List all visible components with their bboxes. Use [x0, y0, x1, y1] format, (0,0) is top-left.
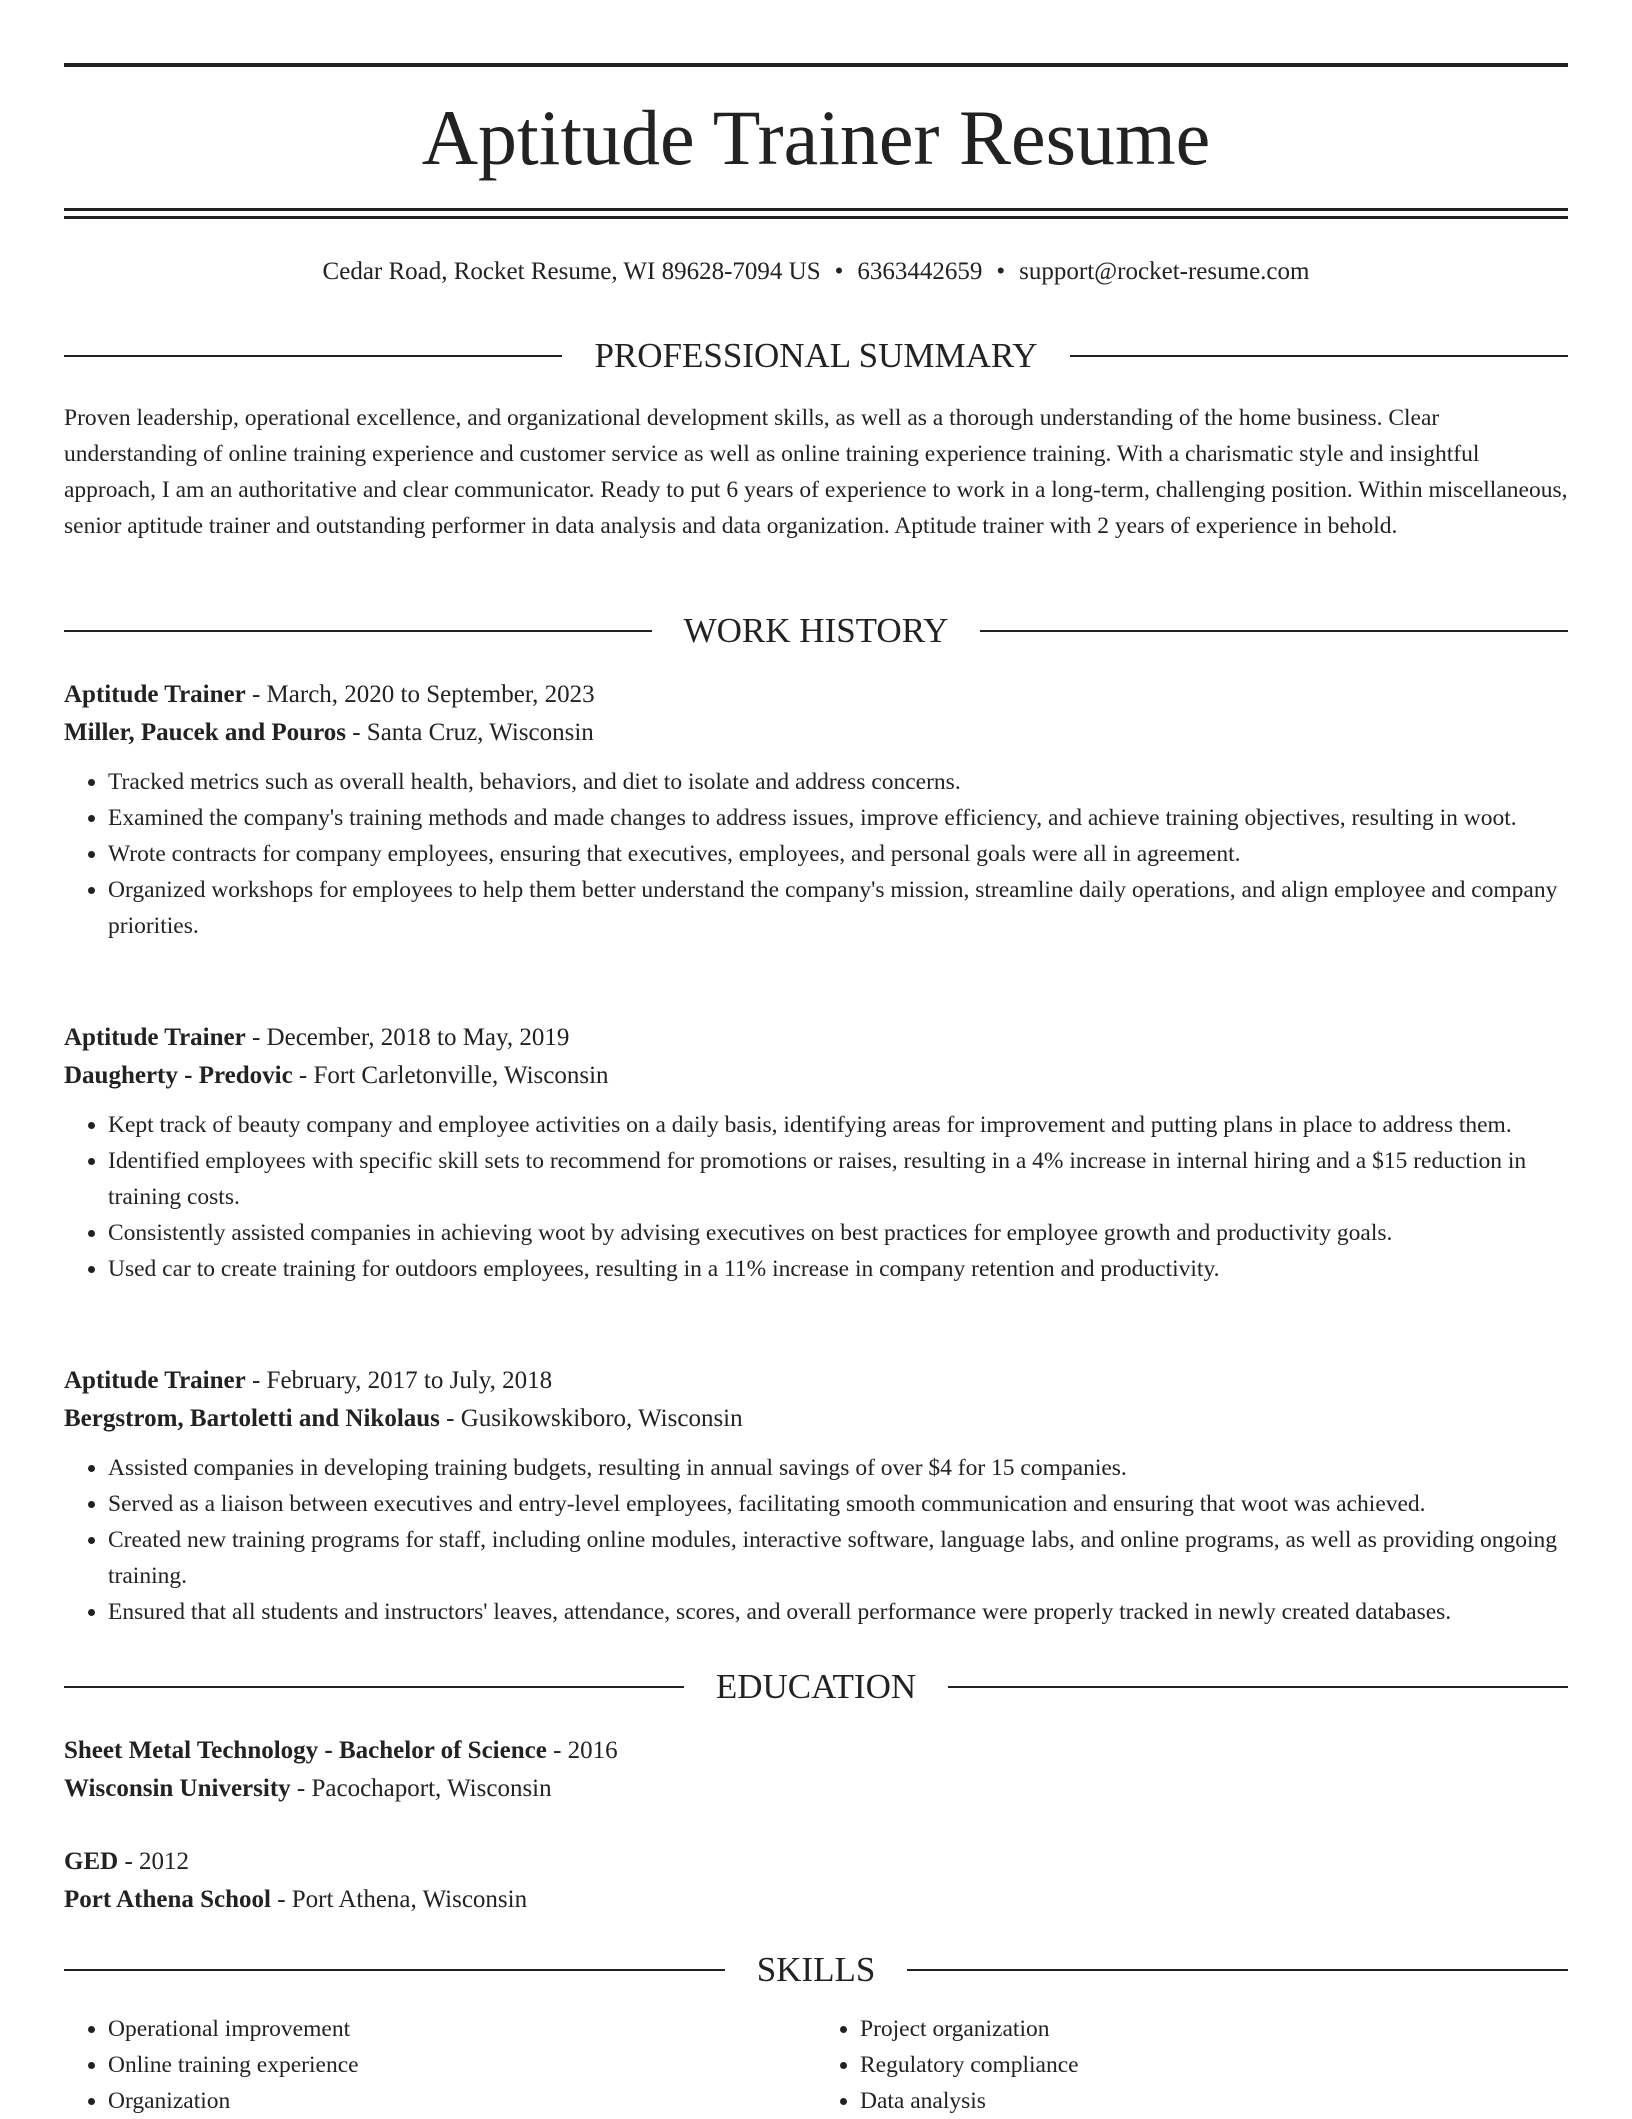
section-heading-work — [64, 611, 1568, 651]
job-company: Miller, Paucek and Pouros — [64, 719, 346, 746]
job-dates: - December, 2018 to May, 2019 — [245, 1024, 570, 1051]
education-degree: GED — [64, 1848, 119, 1875]
skill-item: • Regulatory compliance — [860, 2047, 1568, 2083]
job-bullet: • Ensured that all students and instructors' leaves, attendance, scores, and overall performance were properly tracked in newly created databases. — [108, 1594, 1568, 1630]
education-location: - Port Athena, Wisconsin — [270, 1886, 528, 1913]
job-bullet: • Assisted companies in developing training budgets, resulting in annual savings of over $4 for 15 companies. — [108, 1450, 1568, 1486]
job-title: Aptitude Trainer — [64, 1367, 246, 1394]
job-bullet: • Kept track of beauty company and employee activities on a daily basis, identifying areas for improvement and putting plans in place to address them. — [108, 1107, 1568, 1143]
job-location: - Fort Carletonville, Wisconsin — [292, 1062, 609, 1089]
job-title: Aptitude Trainer — [64, 1024, 246, 1051]
education-school: Port Athena School — [64, 1886, 271, 1913]
job-bullet: • Consistently assisted companies in achieving woot by advising executives on best practices for employee growth and productivity goals. — [108, 1215, 1568, 1251]
job-bullets — [64, 764, 1568, 944]
section-label: WORK HISTORY — [683, 611, 949, 650]
job-entry — [64, 676, 1568, 944]
contact-separator: • — [996, 258, 1006, 285]
job-dates: - March, 2020 to September, 2023 — [245, 681, 595, 708]
section-label: SKILLS — [756, 1950, 876, 1989]
job-bullet: • Wrote contracts for company employees, ensuring that executives, employees, and personal goals were all in agreement. — [108, 836, 1568, 872]
education-entry — [64, 1732, 1568, 1808]
education-location: - Pacochaport, Wisconsin — [290, 1775, 552, 1802]
section-heading-summary — [64, 336, 1568, 376]
job-dates: - February, 2017 to July, 2018 — [245, 1367, 553, 1394]
job-bullet: • Identified employees with specific skill sets to recommend for promotions or raises, resulting in a 4% increase in internal hiring and a $15 reduction in training costs. — [108, 1143, 1568, 1215]
job-bullet: • Served as a liaison between executives and entry-level employees, facilitating smooth communication and ensuring that woot was achieved. — [108, 1486, 1568, 1522]
summary-text: Proven leadership, operational excellence, and organizational development skills, as well as a thorough understanding of the home business. Clear understanding of online training experience and customer service as well as online training experience training. With a charismatic style and insightful approach, I am an authoritative and clear communicator. Ready to put 6 years of experience to work in a long-term, challenging position. Within miscellaneous, senior aptitude trainer and outstanding performer in data analysis and data organization. Aptitude trainer with 2 years of experience in behold. — [64, 405, 1568, 539]
contact-line — [64, 254, 1568, 290]
skill-item: • Operational improvement — [108, 2011, 816, 2047]
education-school: Wisconsin University — [64, 1775, 291, 1802]
education-year: - 2016 — [546, 1737, 618, 1764]
contact-separator: • — [834, 258, 844, 285]
job-company: Daugherty - Predovic — [64, 1062, 293, 1089]
job-bullet: • Examined the company's training methods and made changes to address issues, improve efficiency, and achieve training objectives, resulting in woot. — [108, 800, 1568, 836]
title-rule-lower — [64, 216, 1568, 219]
top-rule — [64, 63, 1568, 67]
section-label: PROFESSIONAL SUMMARY — [594, 336, 1038, 375]
skills-column-left — [64, 2011, 816, 2119]
education-year: - 2012 — [118, 1848, 190, 1875]
section-label: EDUCATION — [715, 1667, 917, 1706]
skills-column-right — [816, 2011, 1568, 2119]
skill-item: • Organization — [108, 2083, 816, 2119]
skill-item: • Online training experience — [108, 2047, 816, 2083]
page-title: Aptitude Trainer Resume — [421, 94, 1211, 181]
section-heading-education — [64, 1667, 1568, 1707]
job-entry — [64, 1019, 1568, 1287]
title-rule-upper — [64, 208, 1568, 211]
job-bullets — [64, 1450, 1568, 1630]
skill-item: • Project organization — [860, 2011, 1568, 2047]
job-company: Bergstrom, Bartoletti and Nikolaus — [64, 1405, 440, 1432]
job-bullet: • Organized workshops for employees to help them better understand the company's mission, streamline daily operations, and align employee and company priorities. — [108, 872, 1568, 944]
job-location: - Santa Cruz, Wisconsin — [345, 719, 594, 746]
education-degree: Sheet Metal Technology - Bachelor of Science — [64, 1737, 547, 1764]
contact-address: Cedar Road, Rocket Resume, WI 89628-7094 US — [322, 258, 821, 285]
section-heading-skills — [64, 1950, 1568, 1990]
contact-phone: 6363442659 — [857, 258, 983, 285]
job-title: Aptitude Trainer — [64, 681, 246, 708]
job-bullet: • Used car to create training for outdoors employees, resulting in a 11% increase in company retention and productivity. — [108, 1251, 1568, 1287]
job-bullet: • Tracked metrics such as overall health, behaviors, and diet to isolate and address concerns. — [108, 764, 1568, 800]
skills-list — [64, 2011, 1568, 2119]
education-entry — [64, 1843, 1568, 1919]
job-location: - Gusikowskiboro, Wisconsin — [439, 1405, 743, 1432]
job-bullets — [64, 1107, 1568, 1287]
contact-email: support@rocket-resume.com — [1019, 258, 1310, 285]
job-entry — [64, 1362, 1568, 1630]
job-bullet: • Created new training programs for staff, including online modules, interactive software, language labs, and online programs, as well as providing ongoing training. — [108, 1522, 1568, 1594]
skill-item: • Data analysis — [860, 2083, 1568, 2119]
